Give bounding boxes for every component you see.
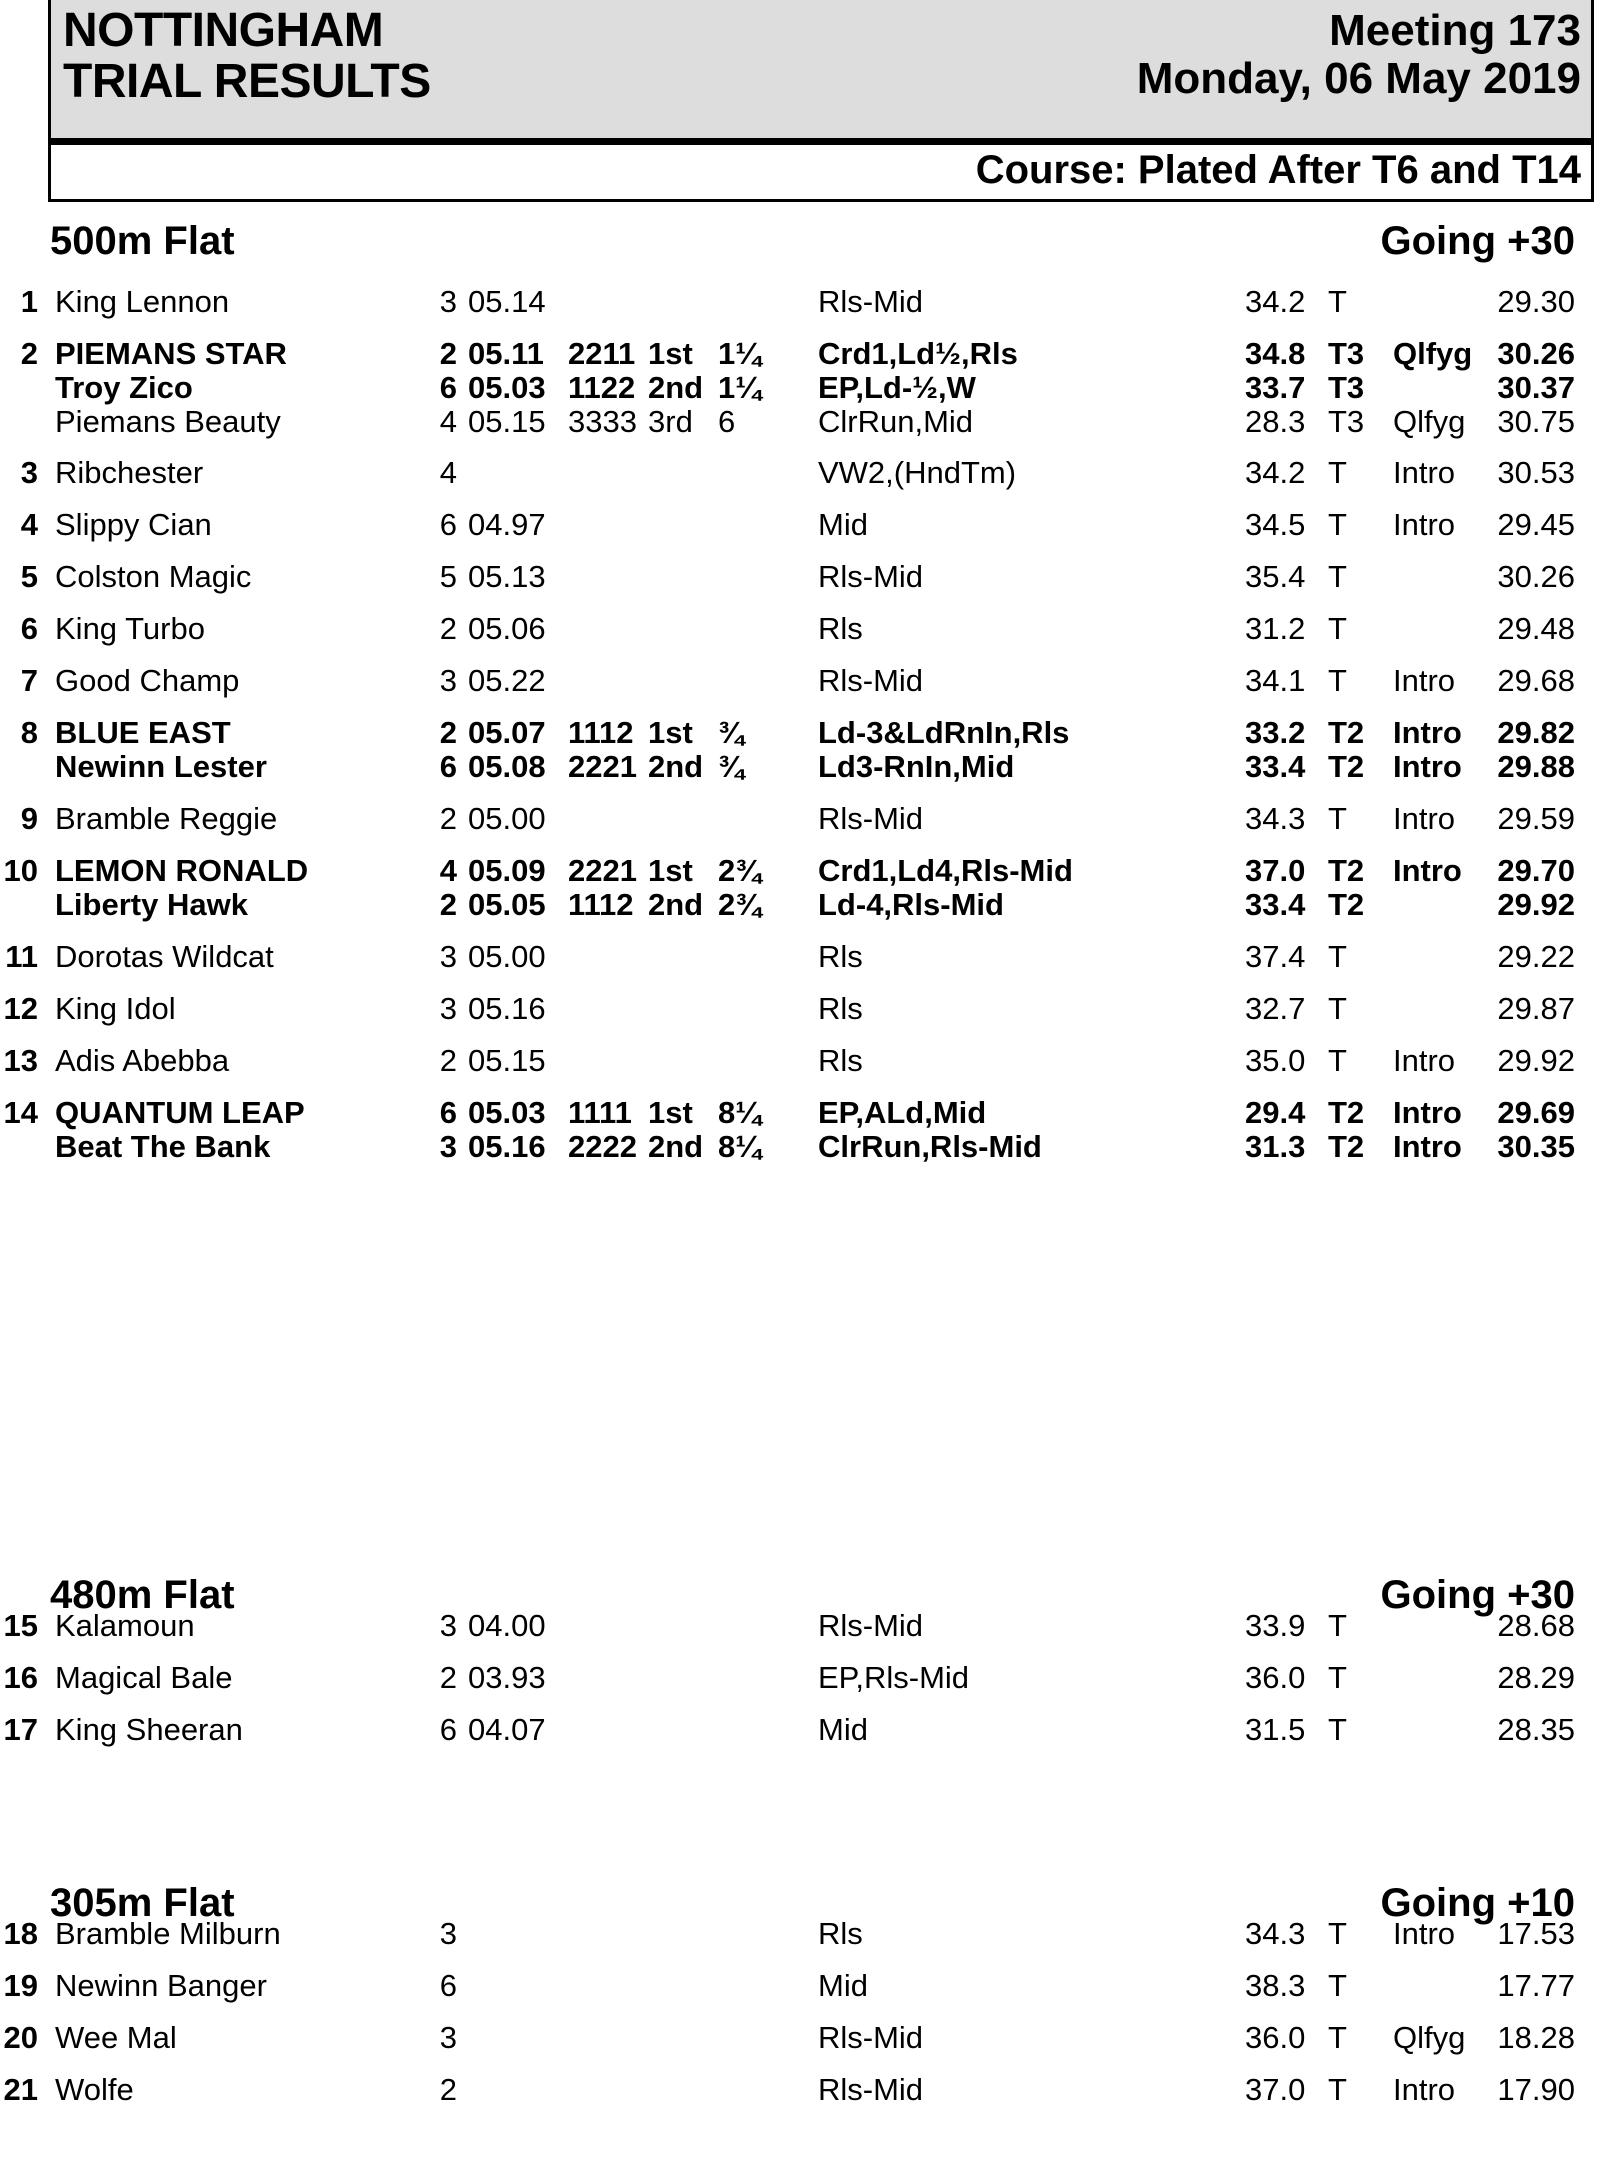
dog-name: Newinn Lester: [55, 749, 267, 784]
dog-name: Beat The Bank: [55, 1129, 271, 1164]
finish-position: 2nd: [648, 749, 704, 784]
trial-result-row: [0, 2018, 1616, 2058]
finish-time: 29.22: [1497, 939, 1575, 974]
trial-number: 1: [20, 284, 38, 319]
dog-weight: 33.4: [1245, 749, 1306, 784]
trial-grade: T: [1328, 455, 1347, 490]
beaten-distance: 8¼: [718, 1129, 762, 1164]
trial-number: 16: [3, 1660, 38, 1695]
dog-name: BLUE EAST: [55, 715, 231, 750]
dog-weight: 36.0: [1245, 2020, 1306, 2055]
trial-grade: T3: [1328, 404, 1365, 439]
trial-grade: T: [1328, 2072, 1347, 2107]
dog-weight: 37.0: [1245, 2072, 1306, 2107]
trial-number: 21: [3, 2072, 38, 2107]
finish-position: 2nd: [648, 1129, 704, 1164]
trial-result-row: [0, 609, 1616, 649]
dog-name: Bramble Milburn: [55, 1916, 281, 1951]
dog-name: Slippy Cian: [55, 507, 212, 542]
trial-result-row: [0, 1710, 1616, 1750]
trap-number: 2: [439, 2072, 457, 2107]
trap-number: 2: [439, 1660, 457, 1695]
dog-weight: 34.8: [1245, 336, 1306, 371]
section-header: [0, 218, 1616, 266]
trap-number: 6: [439, 507, 457, 542]
dog-name: King Lennon: [55, 284, 230, 319]
trial-grade: T: [1328, 801, 1347, 836]
dog-name: King Sheeran: [55, 1712, 243, 1747]
trial-grade: T3: [1328, 336, 1365, 371]
trial-result-row: [0, 1914, 1616, 1954]
trial-grade: T: [1328, 1608, 1347, 1643]
trap-number: 2: [439, 801, 457, 836]
sectional-time: 04.97: [468, 507, 546, 542]
dog-weight: 34.2: [1245, 455, 1306, 490]
beaten-distance: 8¼: [718, 1095, 762, 1130]
trial-number: 5: [20, 559, 38, 594]
trap-number: 3: [439, 1129, 457, 1164]
dog-name: Wee Mal: [55, 2020, 177, 2055]
running-comment: Rls: [818, 939, 863, 974]
running-comment: Rls-Mid: [818, 559, 924, 594]
trap-number: 5: [439, 559, 457, 594]
finish-time: 29.68: [1497, 663, 1575, 698]
trial-number: 7: [20, 663, 38, 698]
trap-number: 6: [439, 370, 457, 405]
trial-grade: T: [1328, 1968, 1347, 2003]
dog-name: Good Champ: [55, 663, 240, 698]
sectional-time: 05.06: [468, 611, 546, 646]
remark: Intro: [1393, 455, 1456, 490]
beaten-distance: 2¾: [718, 853, 762, 888]
dog-weight: 33.4: [1245, 887, 1306, 922]
meeting-date: Monday, 06 May 2019: [1136, 54, 1581, 103]
beaten-distance: 1¼: [718, 336, 762, 371]
trap-number: 6: [439, 1095, 457, 1130]
trial-grade: T: [1328, 1916, 1347, 1951]
running-comment: Rls: [818, 1916, 863, 1951]
running-comment: Ld-4,Rls-Mid: [818, 887, 1004, 922]
finish-time: 29.45: [1497, 507, 1575, 542]
trap-number: 4: [439, 404, 457, 439]
finish-time: 30.37: [1497, 370, 1575, 405]
finish-position: 1st: [648, 336, 693, 371]
trial-number: 3: [20, 455, 38, 490]
dog-name: Magical Bale: [55, 1660, 233, 1695]
sectional-time: 05.16: [468, 1129, 546, 1164]
trial-grade: T: [1328, 663, 1347, 698]
dog-weight: 33.9: [1245, 1608, 1306, 1643]
sectional-time: 05.00: [468, 939, 546, 974]
dog-name: Wolfe: [55, 2072, 134, 2107]
dog-weight: 31.5: [1245, 1712, 1306, 1747]
trial-grade: T2: [1328, 1095, 1365, 1130]
finish-time: 29.82: [1497, 715, 1575, 750]
section-distance-title: 500m Flat: [50, 219, 235, 263]
trial-grade: T: [1328, 559, 1347, 594]
finish-time: 30.75: [1497, 404, 1575, 439]
dog-weight: 31.2: [1245, 611, 1306, 646]
trial-grade: T: [1328, 507, 1347, 542]
finish-time: 29.87: [1497, 991, 1575, 1026]
finish-time: 17.53: [1497, 1916, 1575, 1951]
running-comment: Mid: [818, 1712, 868, 1747]
beaten-distance: 6: [718, 404, 736, 439]
trial-grade: T: [1328, 611, 1347, 646]
sectional-time: 05.07: [468, 715, 546, 750]
finish-time: 29.70: [1497, 853, 1575, 888]
trial-grade: T: [1328, 1660, 1347, 1695]
dog-name: King Idol: [55, 991, 176, 1026]
sectional-time: 05.09: [468, 853, 546, 888]
remark: Intro: [1393, 507, 1456, 542]
sectional-time: 05.15: [468, 404, 546, 439]
sectional-time: 05.13: [468, 559, 546, 594]
trap-number: 3: [439, 939, 457, 974]
section-distance-title: 305m Flat: [50, 1881, 235, 1925]
remark: Qlfyg: [1393, 404, 1466, 439]
dog-weight: 35.4: [1245, 559, 1306, 594]
trial-grade: T2: [1328, 749, 1365, 784]
dog-name: Adis Abebba: [55, 1043, 230, 1078]
trap-number: 2: [439, 611, 457, 646]
sectional-time: 05.00: [468, 801, 546, 836]
running-grades: 3333: [568, 404, 637, 439]
dog-weight: 33.7: [1245, 370, 1306, 405]
finish-time: 28.35: [1497, 1712, 1575, 1747]
trial-number: 15: [3, 1608, 38, 1643]
trial-grade: T2: [1328, 887, 1365, 922]
running-comment: Crd1,Ld4,Rls-Mid: [818, 853, 1073, 888]
sectional-time: 05.08: [468, 749, 546, 784]
dog-name: King Turbo: [55, 611, 205, 646]
finish-time: 30.26: [1497, 559, 1575, 594]
remark: Qlfyg: [1393, 336, 1473, 371]
trial-number: 9: [20, 801, 38, 836]
trial-grade: T2: [1328, 853, 1365, 888]
dog-name: PIEMANS STAR: [55, 336, 287, 371]
trial-result-row: [0, 799, 1616, 839]
running-comment: Ld3-RnIn,Mid: [818, 749, 1015, 784]
trial-number: 2: [20, 336, 38, 371]
finish-time: 29.59: [1497, 801, 1575, 836]
running-comment: Rls: [818, 1043, 863, 1078]
running-comment: ClrRun,Mid: [818, 404, 974, 439]
finish-time: 28.29: [1497, 1660, 1575, 1695]
finish-position: 2nd: [648, 370, 704, 405]
finish-time: 29.69: [1497, 1095, 1575, 1130]
running-comment: Rls: [818, 991, 863, 1026]
remark: Intro: [1393, 749, 1462, 784]
finish-position: 1st: [648, 1095, 693, 1130]
trial-number: 4: [20, 507, 38, 542]
trial-result-row: [0, 282, 1616, 322]
beaten-distance: 1¼: [718, 370, 762, 405]
remark: Intro: [1393, 1095, 1462, 1130]
running-comment: Rls: [818, 611, 863, 646]
dog-weight: 34.5: [1245, 507, 1306, 542]
trial-grade: T: [1328, 991, 1347, 1026]
trial-result-row: [0, 747, 1616, 787]
running-comment: VW2,(HndTm): [818, 455, 1017, 490]
finish-position: 1st: [648, 853, 693, 888]
running-comment: ClrRun,Rls-Mid: [818, 1129, 1042, 1164]
dog-weight: 34.2: [1245, 284, 1306, 319]
trial-grade: T2: [1328, 715, 1365, 750]
trial-number: 6: [20, 611, 38, 646]
meeting-title-panel: [51, 0, 1591, 145]
trap-number: 4: [439, 455, 457, 490]
remark: Intro: [1393, 1129, 1462, 1164]
running-comment: Mid: [818, 1968, 868, 2003]
trial-number: 8: [20, 715, 38, 750]
trap-number: 3: [439, 1608, 457, 1643]
trap-number: 3: [439, 663, 457, 698]
finish-time: 29.30: [1497, 284, 1575, 319]
dog-name: Kalamoun: [55, 1608, 195, 1643]
sectional-time: 05.11: [468, 336, 544, 371]
sectional-time: 05.03: [468, 370, 546, 405]
trial-grade: T: [1328, 1043, 1347, 1078]
remark: Intro: [1393, 663, 1456, 698]
trap-number: 2: [439, 887, 457, 922]
dog-name: Piemans Beauty: [55, 404, 281, 439]
running-comment: Ld-3&LdRnIn,Rls: [818, 715, 1070, 750]
beaten-distance: ¾: [718, 715, 744, 750]
trial-grade: T3: [1328, 370, 1365, 405]
venue-name: NOTTINGHAM: [63, 4, 384, 57]
trial-number: 17: [3, 1712, 38, 1747]
running-grades: 2211: [568, 336, 636, 371]
remark: Intro: [1393, 2072, 1456, 2107]
sectional-time: 05.03: [468, 1095, 546, 1130]
running-comment: Crd1,Ld½,Rls: [818, 336, 1018, 371]
trial-grade: T: [1328, 2020, 1347, 2055]
finish-time: 18.28: [1497, 2020, 1575, 2055]
finish-time: 30.35: [1497, 1129, 1575, 1164]
dog-weight: 37.4: [1245, 939, 1306, 974]
dog-weight: 35.0: [1245, 1043, 1306, 1078]
dog-name: Troy Zico: [55, 370, 193, 405]
sectional-time: 04.07: [468, 1712, 546, 1747]
running-comment: Rls-Mid: [818, 801, 924, 836]
trap-number: 6: [439, 1712, 457, 1747]
finish-position: 3rd: [648, 404, 693, 439]
running-grades: 1112: [568, 887, 634, 922]
dog-name: LEMON RONALD: [55, 853, 309, 888]
finish-time: 29.92: [1497, 1043, 1575, 1078]
section-going-allowance: Going +30: [1380, 1573, 1575, 1617]
beaten-distance: 2¾: [718, 887, 762, 922]
trial-number: 14: [3, 1095, 38, 1130]
remark: Intro: [1393, 1916, 1456, 1951]
trial-result-row: [0, 989, 1616, 1029]
trial-result-row: [0, 885, 1616, 925]
trial-result-row: [0, 1606, 1616, 1646]
dog-weight: 36.0: [1245, 1660, 1306, 1695]
sectional-time: 05.16: [468, 991, 546, 1026]
running-comment: EP,ALd,Mid: [818, 1095, 987, 1130]
sectional-time: 05.14: [468, 284, 546, 319]
running-grades: 1112: [568, 715, 634, 750]
trial-result-row: [0, 937, 1616, 977]
dog-weight: 37.0: [1245, 853, 1306, 888]
trial-result-row: [0, 1966, 1616, 2006]
running-grades: 2222: [568, 1129, 637, 1164]
running-comment: Rls-Mid: [818, 663, 924, 698]
remark: Intro: [1393, 715, 1462, 750]
trial-number: 19: [3, 1968, 38, 2003]
trial-number: 20: [3, 2020, 38, 2055]
remark: Intro: [1393, 853, 1462, 888]
running-grades: 2221: [568, 853, 637, 888]
finish-position: 2nd: [648, 887, 704, 922]
finish-time: 17.77: [1497, 1968, 1575, 2003]
running-comment: Rls-Mid: [818, 284, 924, 319]
running-comment: EP,Ld-½,W: [818, 370, 976, 405]
sectional-time: 04.00: [468, 1608, 546, 1643]
section-distance-title: 480m Flat: [50, 1573, 235, 1617]
running-comment: Mid: [818, 507, 868, 542]
dog-name: Bramble Reggie: [55, 801, 278, 836]
trial-number: 18: [3, 1916, 38, 1951]
running-grades: 2221: [568, 749, 637, 784]
trial-result-row: [0, 505, 1616, 545]
running-comment: EP,Rls-Mid: [818, 1660, 970, 1695]
running-comment: Rls-Mid: [818, 2020, 924, 2055]
finish-position: 1st: [648, 715, 693, 750]
trial-number: 10: [3, 853, 38, 888]
remark: Intro: [1393, 1043, 1456, 1078]
finish-time: 30.26: [1497, 336, 1575, 371]
section-going-allowance: Going +30: [1380, 219, 1575, 263]
finish-time: 29.92: [1497, 887, 1575, 922]
meeting-number: Meeting 173: [1329, 6, 1581, 55]
dog-weight: 28.3: [1245, 404, 1306, 439]
beaten-distance: ¾: [718, 749, 744, 784]
trap-number: 3: [439, 991, 457, 1026]
dog-name: QUANTUM LEAP: [55, 1095, 305, 1130]
remark: Intro: [1393, 801, 1456, 836]
trial-number: 11: [5, 939, 38, 974]
trial-grade: T: [1328, 939, 1347, 974]
dog-name: Liberty Hawk: [55, 887, 248, 922]
finish-time: 17.90: [1497, 2072, 1575, 2107]
finish-time: 28.68: [1497, 1608, 1575, 1643]
trial-result-row: [0, 661, 1616, 701]
trap-number: 4: [439, 853, 457, 888]
dog-name: Dorotas Wildcat: [55, 939, 274, 974]
trap-number: 3: [439, 284, 457, 319]
dog-weight: 33.2: [1245, 715, 1306, 750]
dog-name: Ribchester: [55, 455, 204, 490]
trial-result-row: [0, 557, 1616, 597]
trap-number: 3: [439, 1916, 457, 1951]
dog-weight: 29.4: [1245, 1095, 1306, 1130]
dog-weight: 38.3: [1245, 1968, 1306, 2003]
trial-result-row: [0, 1041, 1616, 1081]
dog-weight: 31.3: [1245, 1129, 1306, 1164]
dog-weight: 34.3: [1245, 1916, 1306, 1951]
finish-time: 30.53: [1497, 455, 1575, 490]
finish-time: 29.88: [1497, 749, 1575, 784]
trial-grade: T: [1328, 284, 1347, 319]
dog-weight: 34.1: [1245, 663, 1306, 698]
trial-result-row: [0, 1127, 1616, 1167]
sectional-time: 05.15: [468, 1043, 546, 1078]
trial-result-row: [0, 1658, 1616, 1698]
dog-weight: 34.3: [1245, 801, 1306, 836]
trial-number: 12: [3, 991, 38, 1026]
trial-result-row: [0, 2070, 1616, 2110]
trial-result-row: [0, 453, 1616, 493]
trial-number: 13: [3, 1043, 38, 1078]
running-comment: Rls-Mid: [818, 1608, 924, 1643]
running-grades: 1111: [568, 1095, 632, 1130]
results-label: TRIAL RESULTS: [63, 55, 431, 108]
running-grades: 1122: [568, 370, 636, 405]
trap-number: 2: [439, 1043, 457, 1078]
dog-name: Newinn Banger: [55, 1968, 267, 2003]
trial-result-row: [0, 402, 1616, 442]
trial-grade: T: [1328, 1712, 1347, 1747]
trap-number: 2: [439, 715, 457, 750]
dog-name: Colston Magic: [55, 559, 252, 594]
trap-number: 6: [439, 749, 457, 784]
trap-number: 6: [439, 1968, 457, 2003]
sectional-time: 03.93: [468, 1660, 546, 1695]
running-comment: Rls-Mid: [818, 2072, 924, 2107]
trap-number: 3: [439, 2020, 457, 2055]
section-going-allowance: Going +10: [1380, 1881, 1575, 1925]
trap-number: 2: [439, 336, 457, 371]
finish-time: 29.48: [1497, 611, 1575, 646]
remark: Qlfyg: [1393, 2020, 1466, 2055]
sectional-time: 05.05: [468, 887, 546, 922]
meeting-header-box: [48, 0, 1594, 202]
course-note: Course: Plated After T6 and T14: [975, 148, 1581, 192]
trial-grade: T2: [1328, 1129, 1365, 1164]
dog-weight: 32.7: [1245, 991, 1306, 1026]
sectional-time: 05.22: [468, 663, 546, 698]
